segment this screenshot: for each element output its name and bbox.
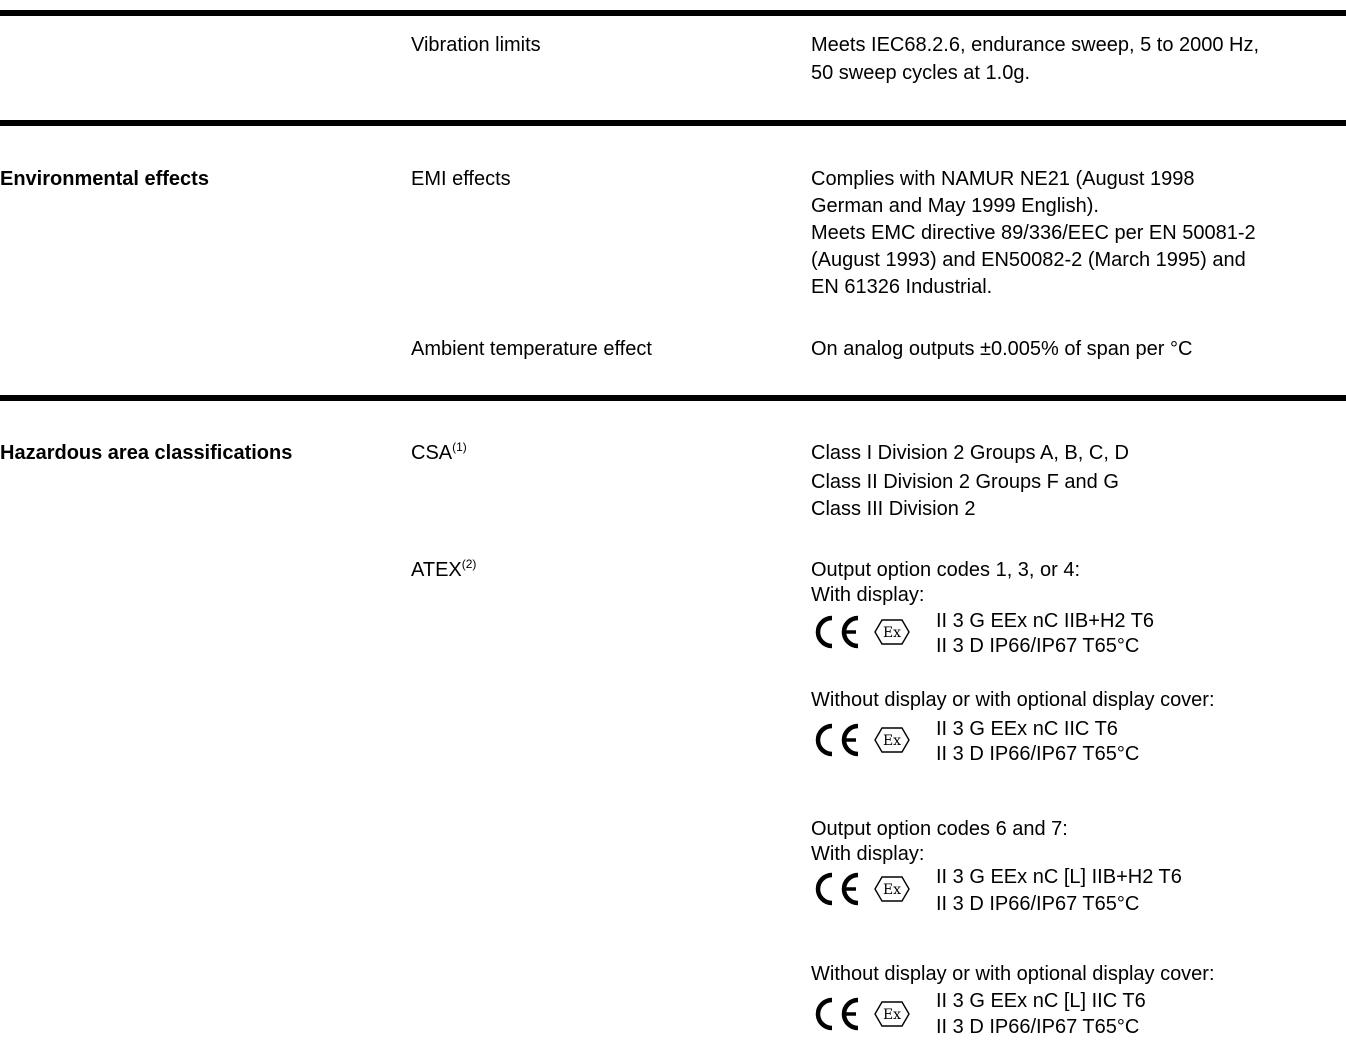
atex-code-line: II 3 G EEx nC IIC T6 — [936, 718, 1118, 740]
emi-line: (August 1993) and EN50082-2 (March 1995) and — [811, 249, 1246, 271]
without-display-label: Without display or with optional display cover: — [811, 689, 1215, 711]
ce-ex-mark — [812, 869, 922, 909]
section-rule-environmental — [0, 120, 1346, 126]
ce-c-icon — [818, 875, 832, 903]
atex-group1-heading: Output option codes 1, 3, or 4: — [811, 559, 1081, 581]
atex-text: ATEX — [411, 559, 462, 581]
section-title-environmental: Environmental effects — [0, 168, 209, 190]
csa-footnote-ref: (1) — [452, 440, 467, 454]
atex-code-line: II 3 D IP66/IP67 T65°C — [936, 893, 1140, 915]
atex-code-line: II 3 G EEx nC IIB+H2 T6 — [936, 610, 1155, 632]
atex-code-line: II 3 G EEx nC [L] IIB+H2 T6 — [936, 866, 1182, 888]
ce-c-icon — [818, 1000, 832, 1028]
atex-footnote-ref: (2) — [461, 557, 477, 571]
ce-ex-mark-svg — [812, 720, 922, 760]
ambient-label: Ambient temperature effect — [411, 338, 652, 360]
emi-line: EN 61326 Industrial. — [811, 276, 993, 298]
atex-group2-heading: Output option codes 6 and 7: — [811, 818, 1068, 840]
emi-label: EMI effects — [411, 168, 511, 190]
ambient-value: On analog outputs ±0.005% of span per °C — [811, 338, 1193, 360]
atex-code-line: II 3 D IP66/IP67 T65°C — [936, 743, 1140, 765]
ce-ex-mark-svg — [812, 612, 922, 652]
csa-line: Class I Division 2 Groups A, B, C, D — [811, 442, 1129, 464]
ce-ex-mark-svg — [812, 869, 922, 909]
ce-ex-mark — [812, 720, 922, 760]
ce-c-icon — [818, 618, 832, 646]
section-rule-hazardous — [0, 395, 1346, 401]
emi-line: German and May 1999 English). — [811, 195, 1099, 217]
vibration-value-line2: 50 sweep cycles at 1.0g. — [811, 62, 1031, 84]
ex-text: Ex — [882, 882, 902, 898]
top-rule — [0, 10, 1346, 16]
ex-text: Ex — [882, 733, 902, 749]
csa-line: Class II Division 2 Groups F and G — [811, 471, 1119, 493]
section-title-hazardous: Hazardous area classifications — [0, 442, 293, 464]
ex-text: Ex — [882, 1007, 902, 1023]
without-display-label: Without display or with optional display cover: — [811, 963, 1215, 985]
csa-text: CSA — [411, 442, 453, 464]
ce-ex-mark-svg — [812, 994, 922, 1034]
with-display-label: With display: — [811, 584, 925, 606]
atex-code-line: II 3 D IP66/IP67 T65°C — [936, 635, 1140, 657]
ex-text: Ex — [882, 625, 902, 641]
vibration-label: Vibration limits — [411, 34, 541, 56]
ce-ex-mark — [812, 612, 922, 652]
ce-c-icon — [818, 726, 832, 754]
atex-code-line: II 3 D IP66/IP67 T65°C — [936, 1016, 1140, 1038]
csa-label — [411, 440, 467, 467]
with-display-label: With display: — [811, 843, 925, 865]
csa-line: Class III Division 2 — [811, 498, 976, 520]
emi-line: Meets EMC directive 89/336/EEC per EN 50081-2 — [811, 222, 1256, 244]
vibration-value-line1: Meets IEC68.2.6, endurance sweep, 5 to 2000 Hz, — [811, 34, 1260, 56]
emi-line: Complies with NAMUR NE21 (August 1998 — [811, 168, 1195, 190]
atex-code-line: II 3 G EEx nC [L] IIC T6 — [936, 990, 1146, 1012]
ce-ex-mark — [812, 994, 922, 1034]
atex-label — [411, 557, 476, 584]
